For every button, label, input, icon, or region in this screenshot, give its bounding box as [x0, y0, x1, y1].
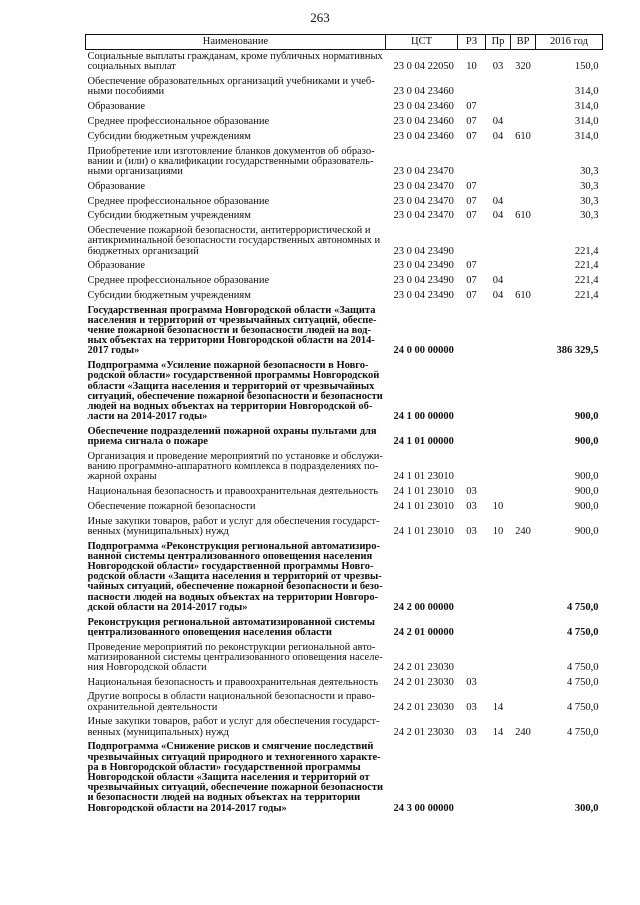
- row-amount: 386 329,5: [556, 345, 599, 357]
- table-row: [86, 715, 603, 740]
- table-row: [86, 144, 603, 179]
- row-rz: [458, 425, 486, 450]
- row-name: [86, 144, 386, 179]
- row-name-line: дской области на 2014-2017 годы»: [87, 601, 248, 613]
- row-name-line: Государственная программа Новгородской области «Защита: [87, 304, 376, 316]
- row-name: [86, 289, 386, 304]
- row-name-line: Иные закупки товаров, работ и услуг для обеспечения государст-: [87, 716, 380, 728]
- row-cst: 24 2 01 23030: [393, 661, 454, 673]
- row-rz: 07: [466, 130, 477, 142]
- row-name: [86, 75, 386, 100]
- row-name-line: Приобретение или изготовление бланков документов об образо-: [87, 145, 375, 157]
- row-amount: 221,4: [574, 275, 599, 287]
- row-amount: 4 750,0: [567, 701, 599, 713]
- row-name: [86, 100, 386, 115]
- row-amount: 900,0: [574, 486, 599, 498]
- row-name-line: Иные закупки товаров, работ и услуг для обеспечения государст-: [87, 515, 380, 527]
- table-row: [86, 675, 603, 690]
- row-amount: 4 750,0: [567, 676, 599, 688]
- row-name: [86, 615, 386, 640]
- row-name-line: чрезвычайных ситуаций природного и техногенного характе-: [87, 751, 381, 763]
- row-vr: [511, 274, 536, 289]
- row-name-line: Обеспечение пожарной безопасности: [87, 500, 256, 512]
- row-name-line: Образование: [87, 101, 146, 113]
- row-pr: [486, 615, 511, 640]
- row-name-line: людей на водных объектах на территории Новгородской об-: [87, 401, 373, 412]
- row-rz: 07: [466, 116, 477, 128]
- row-name: [86, 224, 386, 259]
- row-vr: [511, 303, 536, 359]
- row-cst: 24 2 01 23030: [393, 701, 454, 713]
- row-name: [86, 115, 386, 130]
- table-row: [86, 259, 603, 274]
- row-vr: 240: [515, 726, 531, 738]
- row-name-line: Среднее профессиональное образование: [87, 116, 270, 128]
- row-amount: 314,0: [574, 130, 599, 142]
- row-pr: [486, 539, 511, 615]
- row-name-line: Субсидии бюджетным учреждениям: [87, 289, 251, 301]
- row-name-line: ных объектах на территории Новгородской области на 2014-: [87, 335, 375, 347]
- table-row: [86, 209, 603, 224]
- row-amount: 900,0: [574, 471, 599, 483]
- row-rz: 03: [466, 525, 477, 537]
- table-row: [86, 450, 603, 485]
- row-name: [86, 50, 386, 75]
- row-name: [86, 179, 386, 194]
- row-name-line: Среднее профессиональное образование: [87, 275, 270, 287]
- row-name-line: ными пособиями: [87, 86, 165, 98]
- row-vr: 320: [515, 61, 531, 73]
- row-vr: [511, 500, 536, 515]
- row-name-line: ра в Новгородской области» государственной программы: [87, 761, 361, 773]
- table-row: [86, 224, 603, 259]
- row-name-line: венных (муниципальных) нужд: [87, 525, 229, 537]
- row-name-line: Национальная безопасность и правоохранительная деятельность: [87, 676, 379, 688]
- row-name-line: приема сигнала о пожаре: [87, 436, 208, 448]
- row-amount: 4 750,0: [567, 601, 599, 613]
- row-pr: 04: [492, 275, 504, 287]
- row-name-line: Новгородской области на 2014-2017 годы»: [87, 802, 287, 814]
- row-cst: 23 0 04 23490: [393, 289, 454, 301]
- row-rz: 03: [466, 726, 477, 738]
- row-vr: [511, 115, 536, 130]
- row-amount: 30,3: [580, 165, 599, 177]
- row-cst: 24 3 00 00000: [393, 802, 454, 814]
- row-amount: 314,0: [574, 101, 599, 113]
- row-cst: 23 0 04 23460: [393, 86, 454, 98]
- row-cst: 23 0 04 23470: [393, 210, 454, 222]
- row-rz: 03: [466, 500, 477, 512]
- row-pr: [486, 75, 511, 100]
- row-amount: 4 750,0: [567, 726, 599, 738]
- row-pr: 14: [492, 701, 504, 713]
- row-cst: 23 0 04 23460: [393, 116, 454, 128]
- row-vr: [511, 144, 536, 179]
- row-name-line: Другие вопросы в области национальной безопасности и право-: [87, 691, 375, 703]
- row-pr: [486, 144, 511, 179]
- row-rz: 07: [466, 260, 477, 272]
- table-row: [86, 615, 603, 640]
- row-name-line: Среднее профессиональное образование: [87, 195, 270, 207]
- row-name-line: чайных ситуаций, обеспечение пожарной безопасности и безо-: [87, 581, 383, 593]
- row-pr: [486, 259, 511, 274]
- row-rz: 07: [466, 289, 477, 301]
- table-header-row: [86, 35, 603, 50]
- row-name: [86, 740, 386, 816]
- header-cst: ЦСТ: [386, 35, 458, 50]
- table-row: [86, 740, 603, 816]
- row-cst: 24 1 01 23010: [393, 500, 454, 512]
- row-name: [86, 675, 386, 690]
- row-name-line: антикриминальной безопасности государственных автономных и: [87, 235, 381, 247]
- row-rz: 07: [466, 101, 477, 113]
- row-rz: [458, 640, 486, 675]
- row-name-line: населения и территорий от чрезвычайных ситуаций, обеспе-: [87, 314, 377, 326]
- row-vr: [511, 75, 536, 100]
- row-rz: 07: [466, 195, 477, 207]
- table-body: [86, 50, 603, 817]
- row-vr: 610: [515, 210, 531, 222]
- table-row: [86, 514, 603, 539]
- row-cst: 24 1 00 00000: [393, 411, 454, 423]
- table-row: [86, 194, 603, 209]
- row-pr: 04: [492, 116, 504, 128]
- row-name: [86, 359, 386, 425]
- row-pr: 04: [492, 210, 504, 222]
- row-vr: [511, 425, 536, 450]
- table-row: [86, 130, 603, 145]
- row-amount: 4 750,0: [567, 626, 599, 638]
- row-cst: 23 0 04 23490: [393, 275, 454, 287]
- row-amount: 30,3: [580, 210, 599, 222]
- row-name-line: 2017 годы»: [87, 345, 140, 357]
- row-vr: [511, 690, 536, 715]
- row-vr: [511, 224, 536, 259]
- row-pr: 04: [492, 130, 504, 142]
- row-vr: [511, 740, 536, 816]
- row-name-line: области «Защита населения и территорий от чрезвычайных: [87, 380, 375, 392]
- row-name-line: Подпрограмма «Реконструкция региональной автоматизиро-: [87, 540, 381, 552]
- row-amount: 30,3: [580, 195, 599, 207]
- row-name-line: Организация и проведение мероприятий по установке и обслужи-: [87, 450, 383, 462]
- row-vr: 610: [515, 130, 531, 142]
- row-vr: [511, 259, 536, 274]
- row-cst: 23 0 04 23470: [393, 195, 454, 207]
- row-pr: [486, 640, 511, 675]
- row-rz: [458, 539, 486, 615]
- row-amount: 900,0: [574, 500, 599, 512]
- row-name: [86, 450, 386, 485]
- row-rz: [458, 75, 486, 100]
- row-cst: 24 2 01 23030: [393, 676, 454, 688]
- row-name-line: родской области» государственной программы Новгородской: [87, 370, 380, 382]
- row-vr: [511, 615, 536, 640]
- row-name-line: ния Новгородской области: [87, 661, 207, 673]
- row-pr: [486, 303, 511, 359]
- row-name-line: жарной охраны: [87, 471, 157, 483]
- row-name: [86, 539, 386, 615]
- row-rz: [458, 144, 486, 179]
- header-pr: Пр: [486, 35, 511, 50]
- row-pr: 14: [492, 726, 504, 738]
- row-amount: 30,3: [580, 180, 599, 192]
- row-vr: [511, 100, 536, 115]
- row-cst: 23 0 04 23470: [393, 165, 454, 177]
- budget-table: [85, 34, 603, 816]
- row-pr: [486, 359, 511, 425]
- row-pr: 03: [492, 61, 504, 73]
- row-cst: 24 0 00 00000: [393, 345, 454, 357]
- row-vr: [511, 359, 536, 425]
- row-name: [86, 274, 386, 289]
- row-name: [86, 194, 386, 209]
- table-row: [86, 179, 603, 194]
- row-name: [86, 303, 386, 359]
- row-name: [86, 130, 386, 145]
- row-rz: [458, 359, 486, 425]
- header-year: 2016 год: [536, 35, 603, 50]
- row-vr: [511, 640, 536, 675]
- row-name-line: ласти на 2014-2017 годы»: [87, 411, 208, 423]
- row-name: [86, 500, 386, 515]
- row-pr: [486, 675, 511, 690]
- row-name-line: Обеспечение подразделений пожарной охраны пультами для: [87, 425, 377, 437]
- row-name-line: Социальные выплаты гражданам, кроме публичных нормативных: [87, 51, 383, 63]
- row-name-line: Новгородской области» государственной программы Новго-: [87, 561, 374, 573]
- table-row: [86, 274, 603, 289]
- row-name-line: Обеспечение пожарной безопасности, антитеррористической и: [87, 225, 371, 237]
- row-amount: 221,4: [574, 245, 599, 257]
- row-name-line: Новгородской области «Защита населения и территорий от: [87, 771, 370, 783]
- row-name-line: чение пожарной безопасности и безопасности людей на вод-: [87, 325, 371, 337]
- row-name-line: Подпрограмма «Снижение рисков и смягчение последствий: [87, 741, 374, 753]
- row-name: [86, 715, 386, 740]
- row-name-line: централизованного оповещения населения области: [87, 626, 332, 638]
- table-row: [86, 100, 603, 115]
- header-rz: РЗ: [458, 35, 486, 50]
- row-pr: [486, 740, 511, 816]
- row-rz: 03: [466, 701, 477, 713]
- row-cst: 24 1 01 00000: [393, 436, 454, 448]
- row-amount: 900,0: [574, 411, 599, 423]
- row-name-line: Подпрограмма «Усиление пожарной безопасности в Новго-: [87, 360, 369, 372]
- row-name-line: социальных выплат: [87, 61, 176, 73]
- table-row: [86, 359, 603, 425]
- row-cst: 24 2 01 23030: [393, 726, 454, 738]
- row-rz: [458, 615, 486, 640]
- row-name: [86, 514, 386, 539]
- row-rz: [458, 303, 486, 359]
- row-amount: 221,4: [574, 260, 599, 272]
- row-cst: 23 0 04 23460: [393, 101, 454, 113]
- row-rz: 07: [466, 275, 477, 287]
- row-cst: 23 0 04 23460: [393, 130, 454, 142]
- row-pr: 10: [492, 525, 504, 537]
- row-rz: 03: [466, 676, 477, 688]
- row-name-line: венных (муниципальных) нужд: [87, 726, 229, 738]
- row-rz: 03: [466, 486, 477, 498]
- row-pr: [486, 485, 511, 500]
- row-amount: 300,0: [574, 802, 599, 814]
- table-row: [86, 115, 603, 130]
- row-name-line: бюджетных организаций: [87, 245, 199, 257]
- row-pr: [486, 425, 511, 450]
- row-pr: 04: [492, 195, 504, 207]
- row-name-line: и безопасности людей на водных объектах на территории: [87, 792, 361, 804]
- row-vr: 240: [515, 525, 531, 537]
- row-cst: 23 0 04 22050: [393, 61, 454, 73]
- row-rz: 10: [466, 61, 477, 73]
- table-row: [86, 485, 603, 500]
- table-row: [86, 425, 603, 450]
- row-name: [86, 485, 386, 500]
- row-rz: [458, 740, 486, 816]
- row-name-line: Проведение мероприятий по реконструкции региональной авто-: [87, 641, 376, 653]
- row-pr: [486, 100, 511, 115]
- row-name-line: вании и (или) о квалификации государственными образователь-: [87, 155, 374, 167]
- row-rz: 07: [466, 180, 477, 192]
- row-name-line: матизированной системы централизованного оповещения населе-: [87, 651, 383, 663]
- header-name: Наименование: [86, 35, 386, 50]
- row-name-line: Субсидии бюджетным учреждениям: [87, 130, 251, 142]
- row-name-line: чрезвычайных ситуаций, обеспечение пожарной безопасности: [87, 782, 384, 794]
- row-name-line: ванной системы централизованного оповещения населения: [87, 550, 373, 562]
- row-name-line: Образование: [87, 180, 146, 192]
- row-cst: 24 1 01 23010: [393, 471, 454, 483]
- row-name-line: родской области «Защита населения и территорий от чрезвы-: [87, 571, 382, 583]
- row-vr: [511, 485, 536, 500]
- row-amount: 4 750,0: [567, 661, 599, 673]
- row-vr: [511, 675, 536, 690]
- row-cst: 24 1 01 23010: [393, 486, 454, 498]
- row-pr: 04: [492, 289, 504, 301]
- row-name-line: пасности людей на водных объектах на территории Новгоро-: [87, 591, 379, 603]
- row-rz: [458, 224, 486, 259]
- row-rz: [458, 450, 486, 485]
- row-amount: 314,0: [574, 116, 599, 128]
- table-row: [86, 539, 603, 615]
- header-vr: ВР: [511, 35, 536, 50]
- table-row: [86, 289, 603, 304]
- row-pr: [486, 224, 511, 259]
- row-cst: 23 0 04 23490: [393, 260, 454, 272]
- row-name: [86, 259, 386, 274]
- row-name-line: ситуаций, обеспечение пожарной безопасности и безопасности: [87, 390, 383, 402]
- row-name: [86, 209, 386, 224]
- row-cst: 24 2 01 00000: [393, 626, 454, 638]
- row-rz: 07: [466, 210, 477, 222]
- table-row: [86, 640, 603, 675]
- row-cst: 23 0 04 23490: [393, 245, 454, 257]
- row-vr: [511, 194, 536, 209]
- table-row: [86, 50, 603, 75]
- row-pr: [486, 450, 511, 485]
- row-amount: 314,0: [574, 86, 599, 98]
- row-cst: 24 1 01 23010: [393, 525, 454, 537]
- row-name-line: ванию программно-аппаратного комплекса в подразделениях по-: [87, 461, 379, 473]
- table-row: [86, 75, 603, 100]
- row-name-line: Субсидии бюджетным учреждениям: [87, 210, 251, 222]
- row-vr: [511, 179, 536, 194]
- row-pr: [486, 179, 511, 194]
- row-name-line: охранительной деятельности: [87, 701, 218, 713]
- row-cst: 23 0 04 23470: [393, 180, 454, 192]
- row-name-line: Национальная безопасность и правоохранительная деятельность: [87, 486, 379, 498]
- table-header: [86, 35, 603, 50]
- row-name-line: Реконструкция региональной автоматизированной системы: [87, 616, 375, 628]
- row-vr: [511, 450, 536, 485]
- table-row: [86, 500, 603, 515]
- row-name: [86, 425, 386, 450]
- table-row: [86, 690, 603, 715]
- table-row: [86, 303, 603, 359]
- row-pr: 10: [492, 500, 504, 512]
- row-name-line: Образование: [87, 260, 146, 272]
- row-amount: 900,0: [574, 525, 599, 537]
- row-cst: 24 2 00 00000: [393, 601, 454, 613]
- row-name: [86, 690, 386, 715]
- row-vr: [511, 539, 536, 615]
- row-amount: 150,0: [574, 61, 599, 73]
- page-number: 263: [310, 10, 330, 25]
- row-name-line: ными организациями: [87, 166, 183, 177]
- row-name: [86, 640, 386, 675]
- row-amount: 221,4: [574, 289, 599, 301]
- row-amount: 900,0: [574, 436, 599, 448]
- row-vr: 610: [515, 289, 531, 301]
- row-name-line: Обеспечение образовательных организаций учебниками и учеб-: [87, 76, 375, 88]
